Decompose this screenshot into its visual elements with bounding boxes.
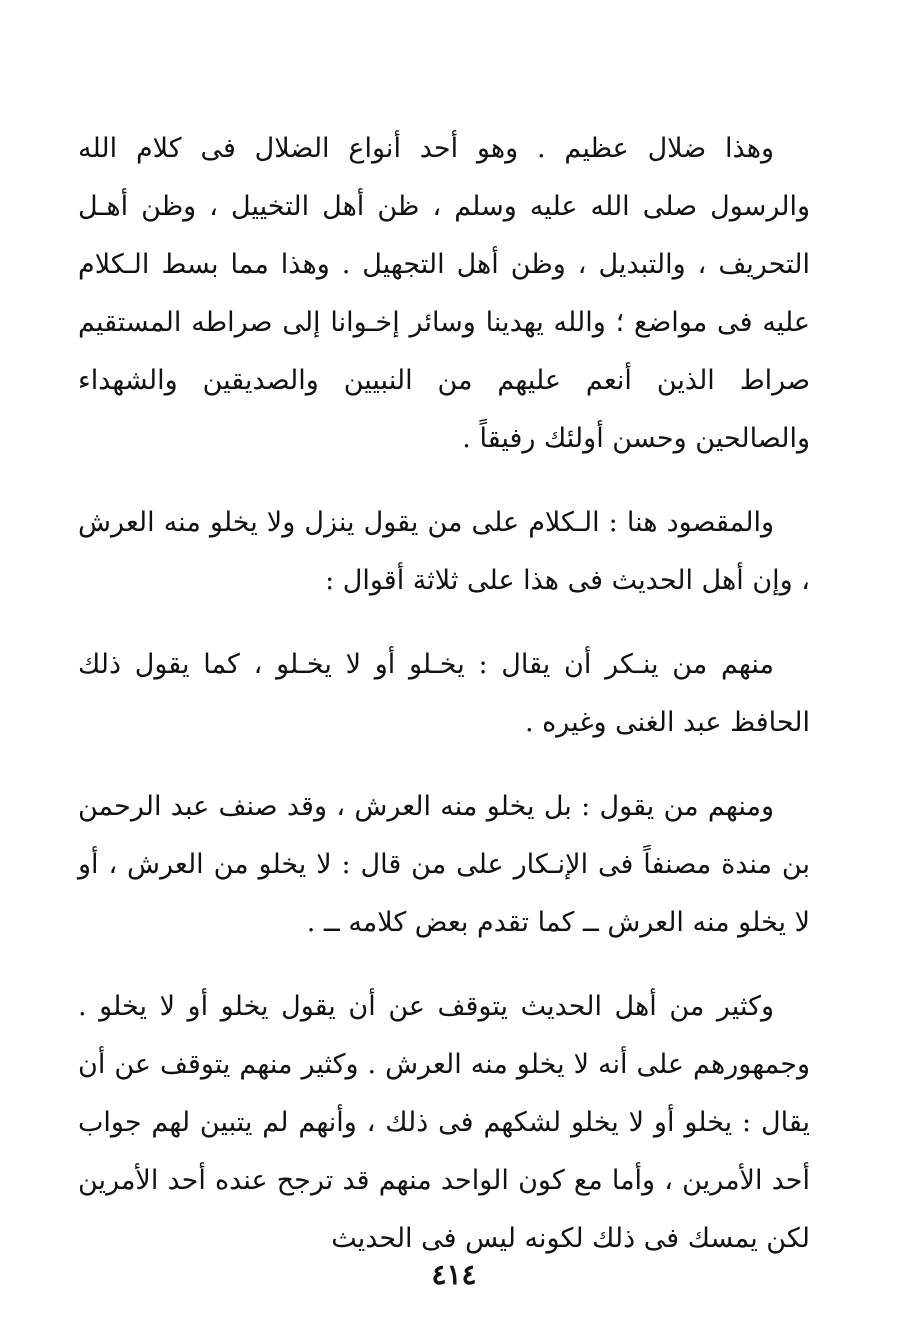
body-text <box>78 120 810 1268</box>
paragraph-3: منهم من ينـكر أن يقال : يخـلو أو لا يخـلو ، كما يقول ذلك الحافظ عبد الغنى وغيره . <box>78 649 810 738</box>
paragraph-5: وكثير من أهل الحديث يتوقف عن أن يقول يخلو أو لا يخلو . وجمهورهم على أنه لا يخلو منه العرش . وكثير منهم يتوقف عن أن يقال : يخلو أو لا يخلو لشكهم فى ذلك ، وأنهم لم يتبين لهم جواب أحد الأمرين ، وأما مع كون الواحد منهم قد ترجح عنده أحد الأمرين لكن يمسك فى ذلك لكونه ليس فى الحديث <box>78 991 810 1254</box>
page-number: ٤١٤ <box>431 1258 477 1291</box>
paragraph-2: والمقصود هنا : الـكلام على من يقول ينزل ولا يخلو منه العرش ، وإن أهل الحديث فى هذا على ثلاثة أقوال : <box>78 507 810 596</box>
paragraph-1: وهذا ضلال عظيم . وهو أحد أنواع الضلال فى كلام الله والرسول صلى الله عليه وسلم ، ظن أهل التخييل ، وظن أهـل التحريف ، والتبديل ، وظن أهل التجهيل . وهذا مما بسط الـكلام عليه فى مواضع ؛ والله يهدينا وسائر إخـوانا إلى صراطه المستقيم صراط الذين أنعم عليهم من النبيين والصديقين والشهداء والصالحين وحسن أولئك رفيقاً . <box>78 133 810 454</box>
paragraph-4: ومنهم من يقول : بل يخلو منه العرش ، وقد صنف عبد الرحمن بن مندة مصنفاً فى الإنـكار على من قال : لا يخلو من العرش ، أو لا يخلو منه العرش ــ كما تقدم بعض كلامه ــ . <box>78 791 810 938</box>
